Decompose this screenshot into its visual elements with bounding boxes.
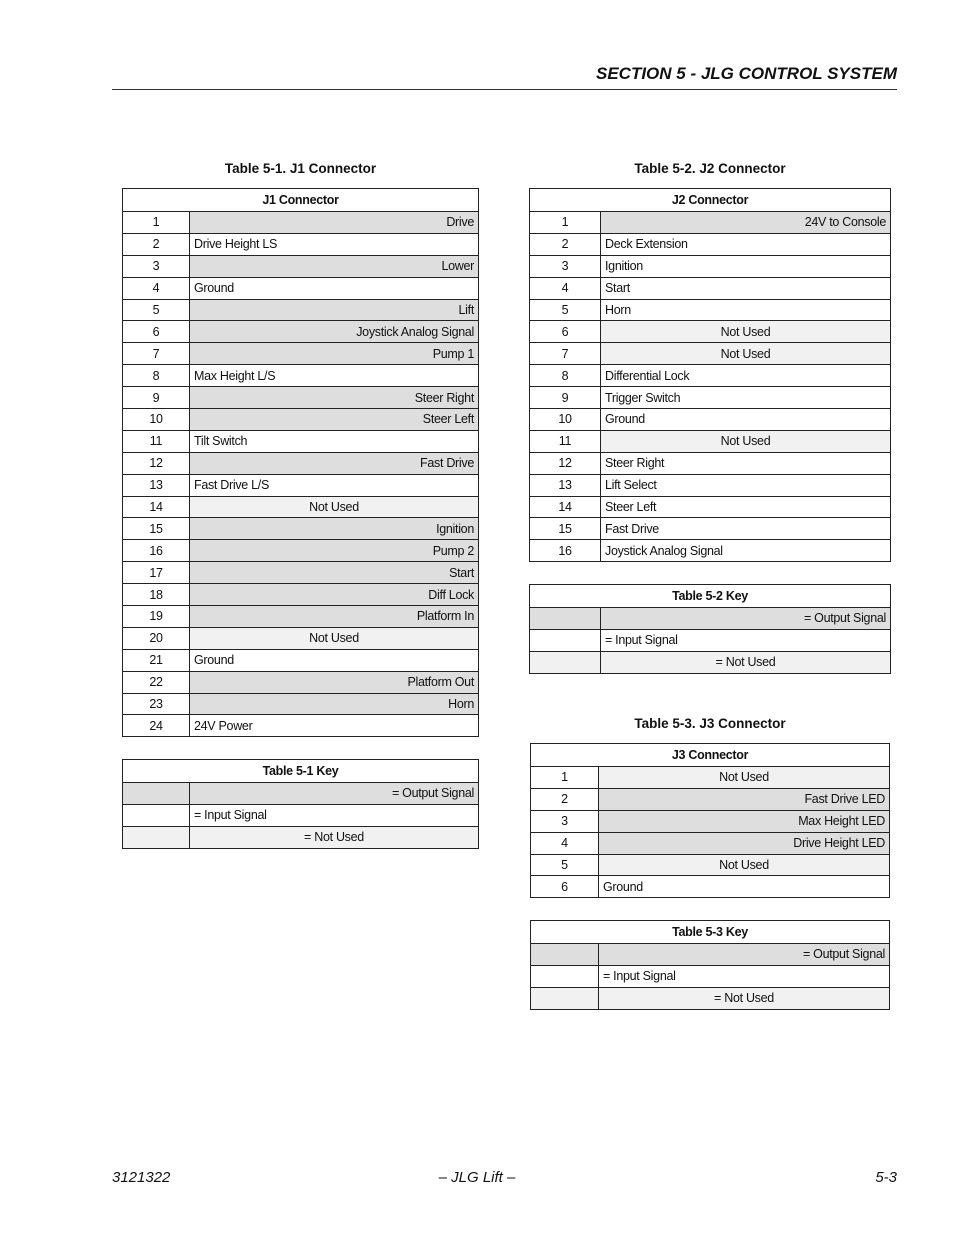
pin-function: Steer Left — [601, 496, 891, 518]
pin-number: 9 — [530, 387, 601, 409]
pin-function: Not Used — [190, 496, 479, 518]
pin-function: Not Used — [601, 343, 891, 365]
pin-number: 11 — [530, 430, 601, 452]
pin-number: 11 — [123, 430, 190, 452]
pin-number: 10 — [123, 409, 190, 431]
j1-key-table — [122, 759, 479, 849]
pin-function: Not Used — [190, 627, 479, 649]
pin-function: Fast Drive LED — [599, 788, 890, 810]
pin-number: 20 — [123, 627, 190, 649]
key-row — [530, 629, 891, 651]
pin-number: 5 — [123, 299, 190, 321]
table-heading: J1 Connector — [123, 189, 479, 212]
pin-function: Lift Select — [601, 474, 891, 496]
pin-function: Lift — [190, 299, 479, 321]
j2-rows — [530, 212, 891, 562]
key-swatch — [531, 965, 599, 987]
pin-number: 16 — [123, 540, 190, 562]
pin-number: 8 — [123, 365, 190, 387]
j1-key-rows — [123, 783, 479, 849]
pin-function: Tilt Switch — [190, 430, 479, 452]
pin-number: 19 — [123, 606, 190, 628]
pin-number: 2 — [531, 788, 599, 810]
j1-connector-table — [122, 188, 479, 737]
pin-function: Pump 1 — [190, 343, 479, 365]
key-heading: Table 5-1 Key — [123, 760, 479, 783]
table-row — [530, 233, 891, 255]
key-row — [123, 804, 479, 826]
table-row — [123, 299, 479, 321]
pin-function: 24V Power — [190, 715, 479, 737]
key-swatch — [530, 608, 601, 630]
table-row — [530, 409, 891, 431]
pin-number: 17 — [123, 562, 190, 584]
pin-number: 1 — [123, 212, 190, 234]
table-row — [123, 387, 479, 409]
key-label: = Not Used — [190, 826, 479, 848]
table-row — [531, 876, 890, 898]
table-row — [123, 518, 479, 540]
pin-number: 14 — [530, 496, 601, 518]
pin-number: 6 — [123, 321, 190, 343]
pin-function: Diff Lock — [190, 584, 479, 606]
j2-connector-table — [529, 188, 891, 562]
table-row — [123, 277, 479, 299]
footer-page-number: 5-3 — [875, 1169, 897, 1186]
pin-function: Ground — [190, 277, 479, 299]
key-row — [531, 944, 890, 966]
pin-number: 8 — [530, 365, 601, 387]
pin-number: 4 — [530, 277, 601, 299]
pin-number: 15 — [123, 518, 190, 540]
pin-function: Not Used — [601, 430, 891, 452]
table-row — [123, 321, 479, 343]
pin-function: Ground — [599, 876, 890, 898]
j3-rows — [531, 767, 890, 898]
table-row — [123, 671, 479, 693]
table-j2-caption: Table 5-2. J2 Connector — [634, 161, 786, 176]
pin-function: Max Height L/S — [190, 365, 479, 387]
table-row — [530, 474, 891, 496]
table-row — [530, 387, 891, 409]
pin-function: Not Used — [599, 767, 890, 789]
table-row — [531, 767, 890, 789]
table-row — [123, 496, 479, 518]
key-row — [123, 783, 479, 805]
section-title: SECTION 5 - JLG CONTROL SYSTEM — [596, 64, 897, 83]
pin-number: 4 — [123, 277, 190, 299]
pin-number: 21 — [123, 649, 190, 671]
table-row — [123, 452, 479, 474]
pin-function: Platform In — [190, 606, 479, 628]
pin-number: 2 — [123, 233, 190, 255]
header-divider — [112, 89, 897, 90]
j3-key-table — [530, 920, 890, 1010]
pin-number: 3 — [531, 810, 599, 832]
pin-number: 6 — [531, 876, 599, 898]
table-row — [123, 584, 479, 606]
pin-function: Lower — [190, 255, 479, 277]
pin-number: 15 — [530, 518, 601, 540]
key-row — [530, 651, 891, 673]
pin-number: 3 — [123, 255, 190, 277]
pin-function: Ground — [601, 409, 891, 431]
table-row — [531, 810, 890, 832]
key-swatch — [123, 804, 190, 826]
key-swatch — [123, 826, 190, 848]
table-row — [123, 693, 479, 715]
table-j1-caption: Table 5-1. J1 Connector — [224, 161, 377, 176]
pin-function: Not Used — [599, 854, 890, 876]
pin-number: 5 — [530, 299, 601, 321]
table-row — [123, 540, 479, 562]
pin-function: Trigger Switch — [601, 387, 891, 409]
key-row — [123, 826, 479, 848]
table-j3-caption: Table 5-3. J3 Connector — [634, 716, 786, 731]
pin-function: Max Height LED — [599, 810, 890, 832]
pin-function: Platform Out — [190, 671, 479, 693]
key-swatch — [530, 629, 601, 651]
key-label: = Not Used — [601, 651, 891, 673]
table-row — [530, 365, 891, 387]
pin-number: 7 — [530, 343, 601, 365]
pin-number: 13 — [123, 474, 190, 496]
table-row — [530, 255, 891, 277]
key-label: = Input Signal — [190, 804, 479, 826]
pin-number: 14 — [123, 496, 190, 518]
pin-function: Steer Right — [601, 452, 891, 474]
pin-function: Start — [190, 562, 479, 584]
table-row — [123, 430, 479, 452]
key-row — [531, 987, 890, 1009]
table-row — [123, 343, 479, 365]
table-row — [123, 627, 479, 649]
pin-function: Not Used — [601, 321, 891, 343]
table-row — [531, 832, 890, 854]
table-row — [123, 233, 479, 255]
table-heading: J3 Connector — [531, 744, 890, 767]
pin-function: Fast Drive — [190, 452, 479, 474]
key-heading: Table 5-3 Key — [531, 921, 890, 944]
table-row — [123, 212, 479, 234]
pin-number: 7 — [123, 343, 190, 365]
table-row — [530, 299, 891, 321]
pin-number: 23 — [123, 693, 190, 715]
table-row — [531, 854, 890, 876]
pin-number: 22 — [123, 671, 190, 693]
key-swatch — [531, 944, 599, 966]
pin-function: Drive Height LED — [599, 832, 890, 854]
key-label: = Input Signal — [601, 629, 891, 651]
key-label: = Input Signal — [599, 965, 890, 987]
pin-number: 6 — [530, 321, 601, 343]
pin-number: 9 — [123, 387, 190, 409]
pin-function: Horn — [601, 299, 891, 321]
pin-function: Drive — [190, 212, 479, 234]
pin-function: Fast Drive — [601, 518, 891, 540]
pin-function: Steer Left — [190, 409, 479, 431]
pin-number: 5 — [531, 854, 599, 876]
table-row — [123, 409, 479, 431]
key-swatch — [530, 651, 601, 673]
key-swatch — [123, 783, 190, 805]
j1-rows — [123, 212, 479, 737]
pin-number: 12 — [123, 452, 190, 474]
table-row — [123, 474, 479, 496]
pin-function: Start — [601, 277, 891, 299]
key-label: = Output Signal — [190, 783, 479, 805]
table-row — [530, 430, 891, 452]
footer-center-text: – JLG Lift – — [438, 1169, 516, 1186]
pin-number: 4 — [531, 832, 599, 854]
pin-number: 24 — [123, 715, 190, 737]
key-label: = Output Signal — [601, 608, 891, 630]
pin-function: Deck Extension — [601, 233, 891, 255]
pin-function: Ground — [190, 649, 479, 671]
table-row — [530, 277, 891, 299]
table-row — [123, 562, 479, 584]
pin-function: Horn — [190, 693, 479, 715]
pin-function: Fast Drive L/S — [190, 474, 479, 496]
table-row — [530, 343, 891, 365]
pin-number: 13 — [530, 474, 601, 496]
table-row — [530, 496, 891, 518]
table-row — [123, 365, 479, 387]
table-row — [530, 321, 891, 343]
pin-function: Steer Right — [190, 387, 479, 409]
pin-function: Joystick Analog Signal — [190, 321, 479, 343]
table-row — [123, 715, 479, 737]
table-row — [530, 518, 891, 540]
j2-key-table — [529, 584, 891, 674]
table-row — [123, 649, 479, 671]
table-row — [530, 452, 891, 474]
pin-function: Ignition — [601, 255, 891, 277]
j3-connector-table — [530, 743, 890, 898]
pin-number: 2 — [530, 233, 601, 255]
table-row — [123, 606, 479, 628]
pin-number: 3 — [530, 255, 601, 277]
table-heading: J2 Connector — [530, 189, 891, 212]
pin-function: Pump 2 — [190, 540, 479, 562]
table-row — [530, 212, 891, 234]
pin-function: Ignition — [190, 518, 479, 540]
key-swatch — [531, 987, 599, 1009]
table-row — [530, 540, 891, 562]
j2-key-rows — [530, 608, 891, 674]
pin-function: Joystick Analog Signal — [601, 540, 891, 562]
table-row — [531, 788, 890, 810]
key-row — [530, 608, 891, 630]
pin-function: Differential Lock — [601, 365, 891, 387]
pin-function: 24V to Console — [601, 212, 891, 234]
pin-number: 16 — [530, 540, 601, 562]
footer-doc-number: 3121322 — [112, 1169, 171, 1186]
pin-number: 10 — [530, 409, 601, 431]
table-row — [123, 255, 479, 277]
key-label: = Output Signal — [599, 944, 890, 966]
pin-number: 12 — [530, 452, 601, 474]
j3-key-rows — [531, 944, 890, 1010]
pin-number: 1 — [530, 212, 601, 234]
key-heading: Table 5-2 Key — [530, 585, 891, 608]
key-row — [531, 965, 890, 987]
key-label: = Not Used — [599, 987, 890, 1009]
pin-function: Drive Height LS — [190, 233, 479, 255]
pin-number: 18 — [123, 584, 190, 606]
pin-number: 1 — [531, 767, 599, 789]
